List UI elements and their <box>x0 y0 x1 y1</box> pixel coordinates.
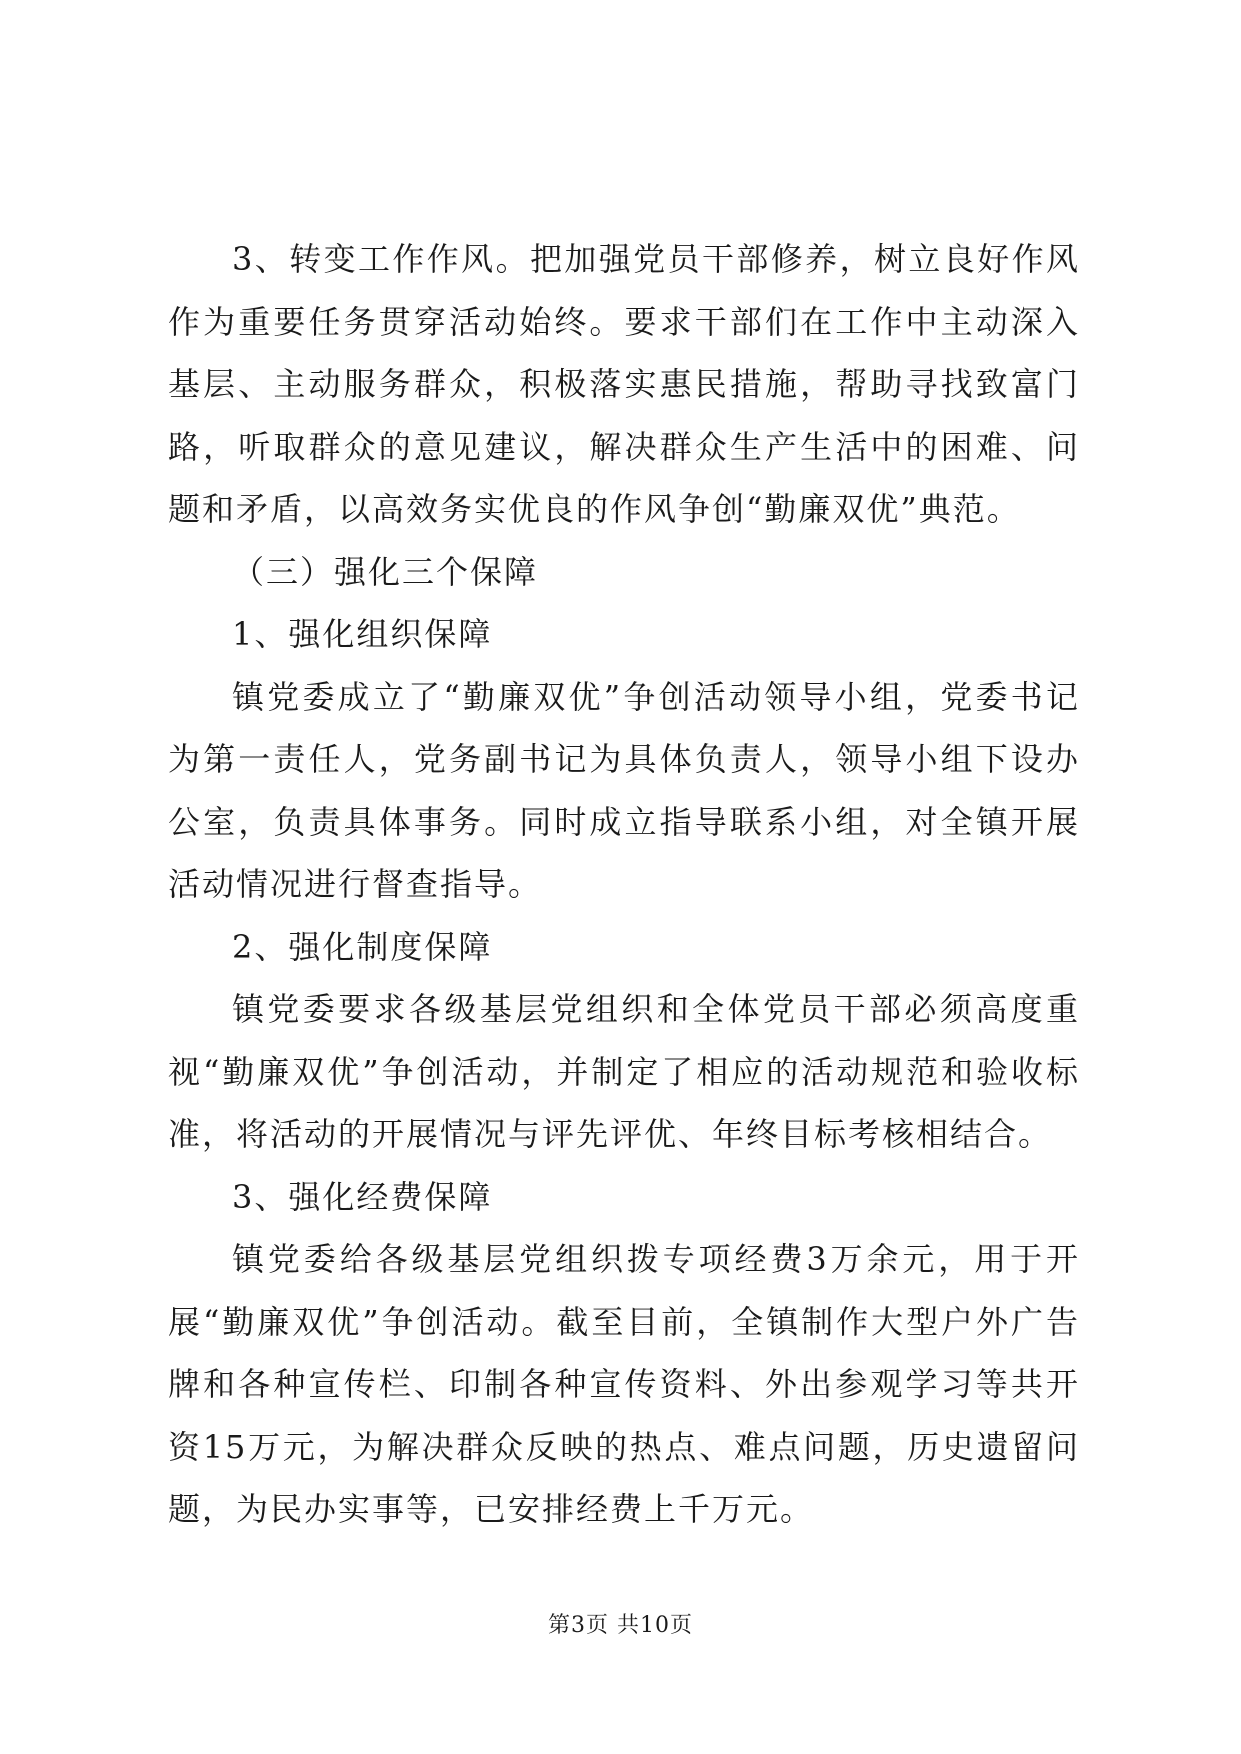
paragraph-system-guarantee: 镇党委要求各级基层党组织和全体党员干部必须高度重视“勤廉双优”争创活动，并制定了相应的活动规范和验收标准，将活动的开展情况与评先评优、年终目标考核相结合。 <box>168 990 1080 1153</box>
subheading-organization-guarantee: 1、强化组织保障 <box>232 615 493 653</box>
section-heading-three-guarantees: （三）强化三个保障 <box>232 552 539 591</box>
paragraph-work-style: 3、转变工作作风。把加强党员干部修养，树立良好作风作为重要任务贯穿活动始终。要求干部们在工作中主动深入基层、主动服务群众，积极落实惠民措施，帮助寻找致富门路，听取群众的意见建议，解决群众生产生活中的困难、问题和矛盾，以高效务实优良的作风争创“勤廉双优”典范。 <box>168 240 1080 528</box>
paragraph-funding-guarantee: 镇党委给各级基层党组织拨专项经费3万余元，用于开展“勤廉双优”争创活动。截至目前，全镇制作大型户外广告牌和各种宣传栏、印制各种宣传资料、外出参观学习等共开资15万元，为解决群众反映的热点、难点问题，历史遗留问题，为民办实事等，已安排经费上千万元。 <box>168 1240 1080 1528</box>
subheading-system-guarantee: 2、强化制度保障 <box>232 927 493 966</box>
subheading-funding-guarantee: 3、强化经费保障 <box>232 1177 493 1216</box>
document-body <box>168 228 1080 1541</box>
paragraph-organization-guarantee: 镇党委成立了“勤廉双优”争创活动领导小组，党委书记为第一责任人，党务副书记为具体负责人，领导小组下设办公室，负责具体事务。同时成立指导联系小组，对全镇开展活动情况进行督查指导。 <box>168 677 1080 903</box>
page-number-footer: 第3页 共10页 <box>548 1613 693 1638</box>
